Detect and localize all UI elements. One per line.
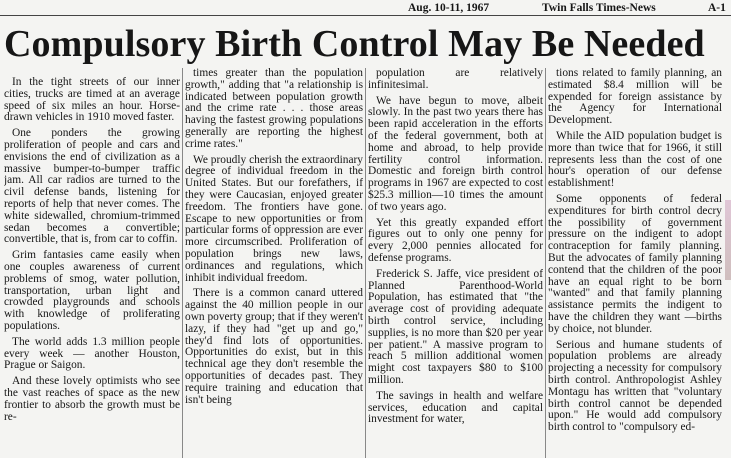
article-paragraph: population are relatively infinitesimal. [368, 68, 543, 91]
header-rule [0, 15, 731, 16]
article-paragraph: Some opponents of federal expenditures for birth control decry the possibility of government pressure on the indigent to adopt contraception for family planning. But the advocates of family planning contend that the children of the poor have an equal right to be born "wanted" and that family planning assistance permits the indigent to have the children they want —births by choice, not blunder. [548, 192, 722, 335]
column-divider [545, 68, 546, 458]
article-paragraph: Frederick S. Jaffe, vice president of Planned Parenthood-World Population, has estimated that "the average cost of providing adequate birth control service, including supplies, is no more than $20 per year per patient." A massive program to reach 5 million additional women might cost taxpayers $80 to $100 million. [368, 267, 543, 386]
article-paragraph: times greater than the population growth," adding that "a relationship is indicated between population growth and the crime rate . . . those areas having the fastest growing populations generally are reporting the highest crime rates." [185, 68, 363, 150]
article-column-3 [368, 68, 543, 458]
publication-name: Twin Falls Times-News [542, 2, 656, 14]
article-paragraph: The savings in health and welfare services, education and capital investment for water, [368, 389, 543, 426]
article-paragraph: Yet this greatly expanded effort figures out to only one penny for every 2,000 pennies allocated for defense programs. [368, 216, 543, 264]
column-divider [182, 68, 183, 458]
article-paragraph: In the tight streets of our inner cities, trucks are timed at an average speed of six miles an hour. Horse-drawn vehicles in 1910 moved faster. [4, 77, 180, 124]
page-edge-mark [725, 200, 731, 280]
article-paragraph: There is a common canard uttered against the 40 million people in our own poverty group; that if they weren't lazy, if they had "get up and go," they'd find lots of opportunities. Opportunities do exist, but in this technical age they don't resemble the opportunities of decades past. They require training and education that isn't being [185, 287, 363, 406]
article-paragraph: One ponders the growing proliferation of people and cars and envisions the end of civilization as a massive bumper-to-bumper traffic jam. All car radios are turned to the civil defense bands, listening for reports of help that never comes. The white sidewalled, chromium-trimmed sedan becomes a convertible; convertible, that is, from car to coffin. [4, 127, 180, 246]
article-headline: Compulsory Birth Control May Be Needed [4, 23, 705, 65]
article-paragraph: Serious and humane students of population problems are already projecting a necessity for compulsory birth control. Anthropologist Ashley Montagu has written that "voluntary birth control cannot be depended upon." He would add compulsory birth control to "compulsory ed- [548, 338, 722, 434]
article-column-1 [4, 77, 180, 458]
issue-date: Aug. 10-11, 1967 [408, 2, 490, 14]
article-paragraph: We proudly cherish the extraordinary degree of individual freedom in the United States. But our forefathers, if they were Caucasian, enjoyed greater freedom. The frontiers have gone. Escape to new opportunities or from particular forms of oppression are ever more circumscribed. Proliferation of population brings new laws, ordinances and regulations, which inhibit individual freedom. [185, 153, 363, 284]
article-paragraph: And these lovely optimists who see the vast reaches of space as the new frontier to absorb the growth must be re- [4, 375, 180, 423]
article-paragraph: tions related to family planning, an estimated $8.4 million will be expended for foreign assistance by the Agency for International Development. [548, 68, 722, 127]
article-column-2 [185, 68, 363, 458]
column-divider [365, 68, 366, 458]
article-paragraph: Grim fantasies came easily when one couples awareness of current problems of smog, water pollution, transportation, urban light and crowded playgrounds and schools with knowledge of proliferating populations. [4, 249, 180, 332]
dateline [400, 1, 731, 15]
article-paragraph: The world adds 1.3 million people every week — another Houston, Prague or Saigon. [4, 335, 180, 372]
article-column-4 [548, 68, 722, 458]
article-paragraph: We have begun to move, albeit slowly. In the past two years there has been rapid acceleration in the efforts of the federal government, both at home and abroad, to help provide fertility control information. Domestic and foreign birth control programs in 1967 are expected to cost $25.3 million—10 times the amount of two years ago. [368, 94, 543, 213]
article-paragraph: While the AID population budget is more than twice that for 1966, it still represents less than the cost of one hour's operation of our defense establishment! [548, 129, 722, 190]
page-number: A-1 [708, 2, 726, 14]
